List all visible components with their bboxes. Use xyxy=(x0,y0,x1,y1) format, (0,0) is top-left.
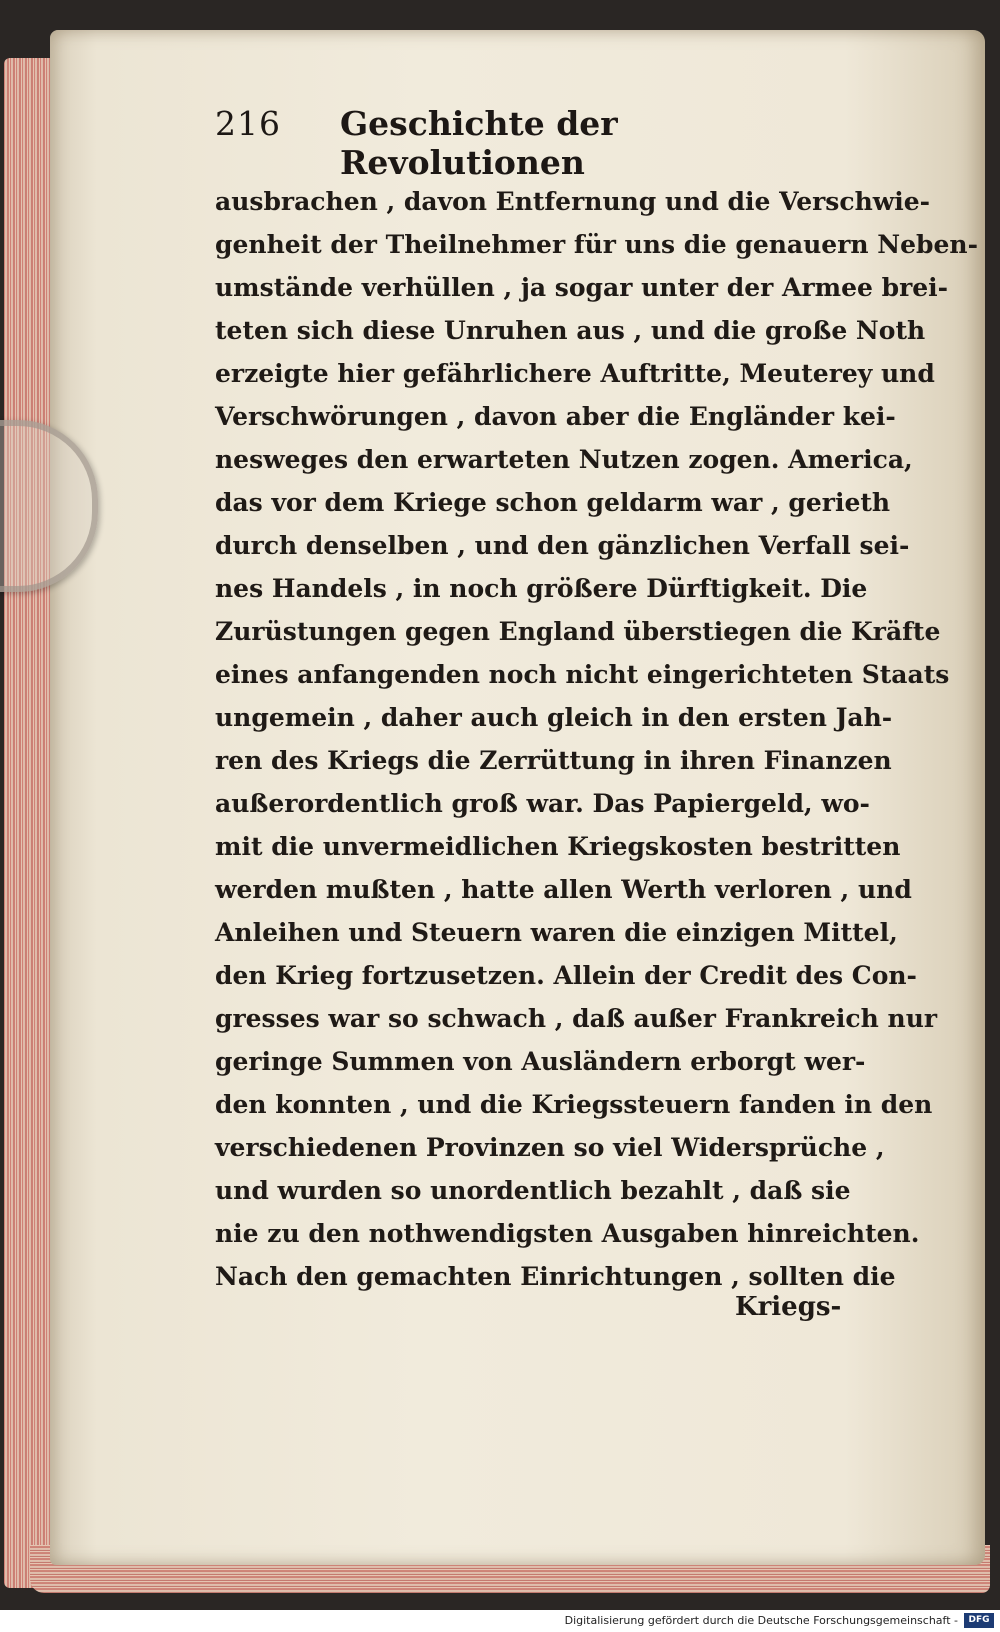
catchword: Kriegs- xyxy=(735,1292,842,1322)
text-line: ren des Kriegs die Zerrüttung in ihren Finanzen xyxy=(215,746,892,775)
running-head-title: Geschichte der Revolutionen xyxy=(340,104,618,182)
text-line: Zurüstungen gegen England überstiegen die Kräfte xyxy=(215,617,941,646)
text-line: und wurden so unordentlich bezahlt , daß sie xyxy=(215,1176,851,1205)
running-head xyxy=(215,104,775,182)
body-text xyxy=(215,180,978,1298)
text-line: nes Handels , in noch größere Dürftigkeit. Die xyxy=(215,574,868,603)
text-line: verschiedenen Provinzen so viel Widersprüche , xyxy=(215,1133,885,1162)
text-line: den Krieg fortzusetzen. Allein der Credit des Con- xyxy=(215,961,917,990)
text-line: eines anfangenden noch nicht eingerichteten Staats xyxy=(215,660,950,689)
text-line: Anleihen und Steuern waren die einzigen Mittel, xyxy=(215,918,898,947)
text-line: Nach den gemachten Einrichtungen , sollten die xyxy=(215,1262,896,1291)
text-line: ungemein , daher auch gleich in den ersten Jah- xyxy=(215,703,893,732)
text-line: umstände verhüllen , ja sogar unter der Armee brei- xyxy=(215,273,949,302)
footer xyxy=(0,1610,1000,1632)
text-line: durch denselben , und den gänzlichen Verfall sei- xyxy=(215,531,910,560)
text-line: mit die unvermeidlichen Kriegskosten bestritten xyxy=(215,832,901,861)
text-line: nesweges den erwarteten Nutzen zogen. America, xyxy=(215,445,913,474)
text-line: gresses war so schwach , daß außer Frankreich nur xyxy=(215,1004,938,1033)
text-line: das vor dem Kriege schon geldarm war , gerieth xyxy=(215,488,891,517)
text-line: erzeigte hier gefährlichere Auftritte, Meuterey und xyxy=(215,359,935,388)
page-number: 216 xyxy=(215,104,281,143)
text-line: genheit der Theilnehmer für uns die genauern Neben- xyxy=(215,230,978,259)
dfg-logo: DFG xyxy=(964,1613,994,1628)
digitization-credit: Digitalisierung gefördert durch die Deutsche Forschungsgemeinschaft - xyxy=(564,1614,958,1627)
text-line: nie zu den nothwendigsten Ausgaben hinreichten. xyxy=(215,1219,920,1248)
text-line: den konnten , und die Kriegssteuern fanden in den xyxy=(215,1090,933,1119)
text-line: werden mußten , hatte allen Werth verloren , und xyxy=(215,875,912,904)
text-line: ausbrachen , davon Entfernung und die Verschwie- xyxy=(215,187,931,216)
text-line: Verschwörungen , davon aber die Engländer kei- xyxy=(215,402,896,431)
text-line: geringe Summen von Ausländern erborgt wer- xyxy=(215,1047,866,1076)
text-line: außerordentlich groß war. Das Papiergeld, wo- xyxy=(215,789,870,818)
text-line: teten sich diese Unruhen aus , und die große Noth xyxy=(215,316,926,345)
